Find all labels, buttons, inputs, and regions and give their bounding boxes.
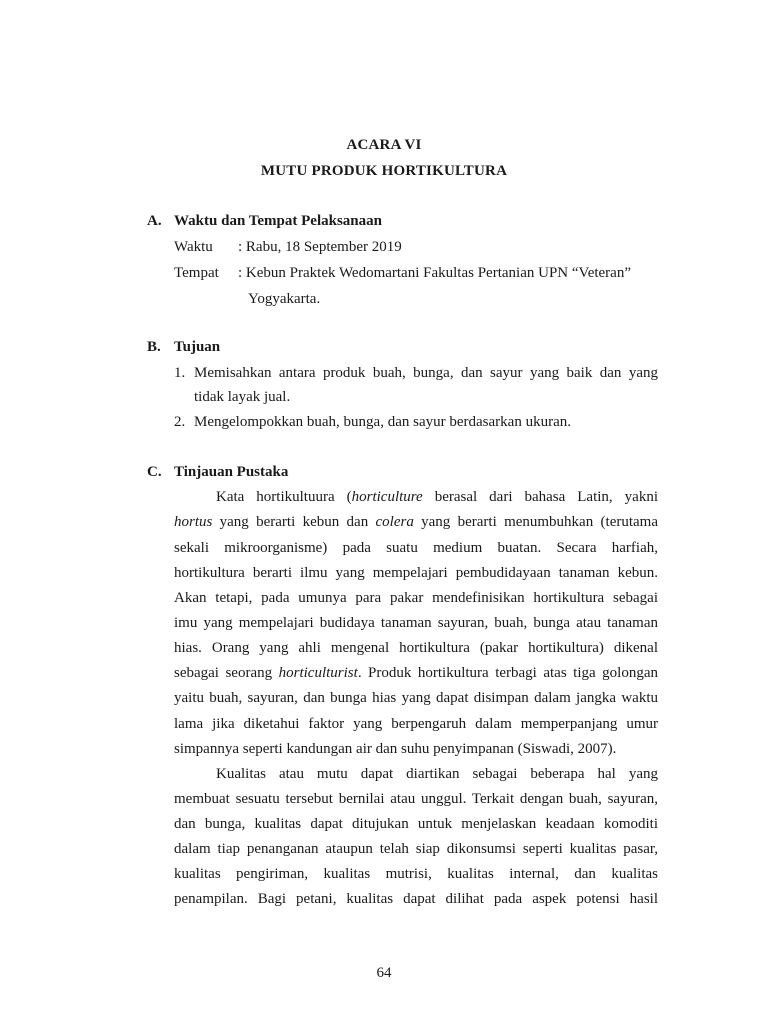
section-c-heading [147,464,288,481]
tujuan-item-1-number: 1. [174,365,186,381]
tujuan-item-2-number: 2. [174,414,186,430]
section-b-letter: B. [147,339,161,355]
tempat-value-continued: Yogyakarta. [248,291,321,307]
paragraph-1-line: sekali mikroorganisme) pada suatu medium buatan. Secara harfiah, [174,540,658,556]
waktu-label: Waktu [174,239,213,255]
tempat-value: : Kebun Praktek Wedomartani Fakultas Pertanian UPN “Veteran” [238,265,631,281]
paragraph-2-line: dan bunga, kualitas dapat ditujukan untuk menjelaskan keadaan komoditi [174,816,658,832]
paragraph-1-line: hias. Orang yang ahli mengenal hortikultura (pakar hortikultura) dikenal [174,640,658,656]
paragraph-1-line: yaitu buah, sayuran, dan bunga hias yang dapat disimpan dalam jangka waktu [174,690,658,706]
paragraph-1-line: simpannya seperti kandungan air dan suhu penyimpanan (Siswadi, 2007). [174,741,617,757]
chapter-title: ACARA VI [346,137,422,153]
tempat-label: Tempat [174,265,219,281]
section-c-title: Tinjauan Pustaka [174,464,289,480]
chapter-subtitle: MUTU PRODUK HORTIKULTURA [260,163,508,179]
section-a-heading [147,213,382,230]
paragraph-2-line: membuat sesuatu tersebut bernilai atau unggul. Terkait dengan buah, sayuran, [174,791,658,807]
section-b-heading [147,339,220,356]
paragraph-2-line: penampilan. Bagi petani, kualitas dapat dilihat pada aspek potensi hasil [174,891,658,907]
paragraph-1-line: sebagai seorang horticulturist. Produk hortikultura terbagi atas tiga golongan [174,665,658,681]
paragraph-1-line: lama jika diketahui faktor yang berpengaruh dalam memperpanjang umur [174,716,658,732]
paragraph-2-line: dalam tiap penanganan ataupun telah siap dikonsumsi seperti kualitas pasar, [174,841,658,857]
paragraph-2-line: Kualitas atau mutu dapat diartikan sebagai beberapa hal yang [216,766,658,782]
paragraph-1-line: Akan tetapi, pada umunya para pakar mendefinisikan hortikultura sebagai [174,590,658,606]
tujuan-item-1-line-2: tidak layak jual. [194,389,291,405]
section-a-letter: A. [147,213,162,229]
paragraph-1-line: imu yang mempelajari budidaya tanaman sayuran, buah, bunga atau tanaman [174,615,658,631]
tujuan-item-2-line-1: Mengelompokkan buah, bunga, dan sayur berdasarkan ukuran. [194,414,571,430]
paragraph-1-line: Kata hortikultuura (horticulture berasal dari bahasa Latin, yakni [216,489,658,505]
paragraph-2-line: kualitas pengiriman, kualitas mutrisi, kualitas internal, dan kualitas [174,866,658,882]
paragraph-1-line: hortus yang berarti kebun dan colera yang berarti menumbuhkan (terutama [174,514,658,530]
section-a-title: Waktu dan Tempat Pelaksanaan [174,213,382,229]
tujuan-item-1-line-1: Memisahkan antara produk buah, bunga, dan sayur yang baik dan yang [194,365,658,381]
section-b-title: Tujuan [174,339,221,355]
section-c-letter: C. [147,464,162,480]
page-number: 64 [376,965,392,981]
paragraph-1-line: hortikultura berarti ilmu yang mempelajari pembudidayaan tanaman kebun. [174,565,658,581]
waktu-value: : Rabu, 18 September 2019 [238,239,402,255]
